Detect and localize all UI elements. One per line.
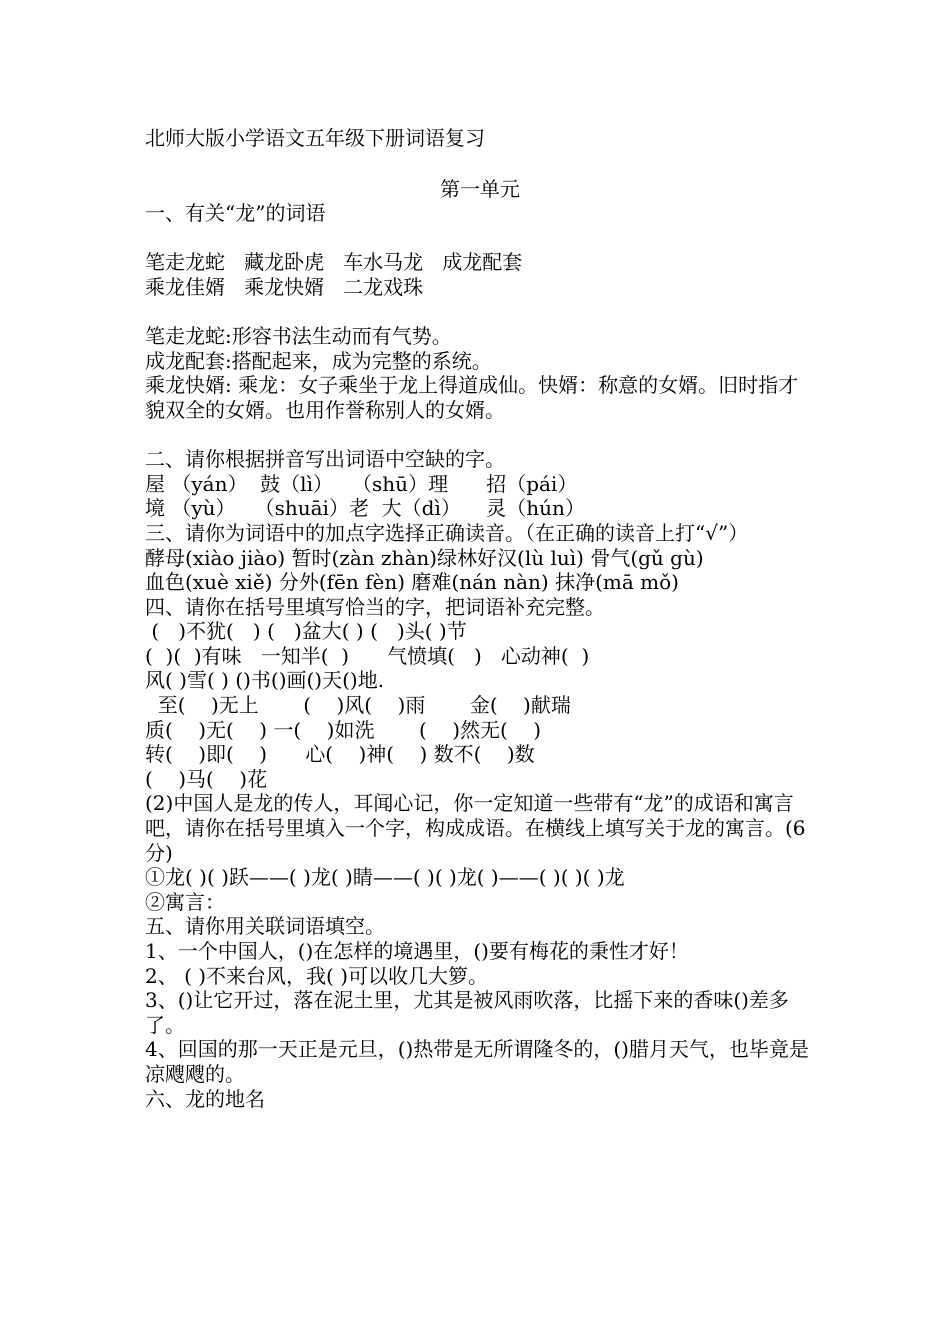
fill-line: 至( )无上 ( )风( )雨 金( )献瑞 xyxy=(145,693,571,718)
sub-answer-1: ①龙( )( )跃——( )龙( )睛——( )( )龙( )——( )( )( )龙 xyxy=(145,865,625,890)
fill-line: ( )( )有味 一知半( ) 气愤填( ) 心动神( ) xyxy=(145,643,590,668)
section-4-heading: 四、请你在括号里填写恰当的字，把词语补充完整。 xyxy=(145,594,605,619)
conjunction-item: 3、()让它开过，落在泥土里，尤其是被风雨吹落，比摇下来的香味()差多了。 xyxy=(145,988,789,1037)
fill-line: 转( )即( ) 心( )神( ) 数不( )数 xyxy=(145,742,535,767)
section-6-heading: 六、龙的地名 xyxy=(145,1086,265,1111)
fill-line: 质( )无( ) 一( )如洗 ( )然无( ) xyxy=(145,717,542,742)
definition-1: 笔走龙蛇:形容书法生动而有气势。 xyxy=(145,324,452,349)
dragon-words-line-1: 笔走龙蛇 藏龙卧虎 车水马龙 成龙配套 xyxy=(145,250,523,275)
pinyin-line-1: 屋 （yán） 鼓（lì） （shū）理 招（pái） xyxy=(145,471,578,496)
definition-3: 乘龙快婿: 乘龙：女子乘坐于龙上得道成仙。快婿：称意的女婿。旧时指才貌双全的女婿。也用作誉称别人的女婿。 xyxy=(145,373,799,422)
definition-2: 成龙配套:搭配起来，成为完整的系统。 xyxy=(145,348,492,373)
section-1-heading: 一、有关“龙”的词语 xyxy=(145,201,326,226)
sub-answer-2: ②寓言： xyxy=(145,889,225,914)
spacer xyxy=(145,423,815,448)
spacer xyxy=(145,300,815,325)
pinyin-line-2: 境 （yù） （shuāi）老 大（dì） 灵（hún） xyxy=(145,496,585,521)
conjunction-item: 1、一个中国人，()在怎样的境遇里，()要有梅花的秉性才好！ xyxy=(145,939,689,963)
section-2-heading: 二、请你根据拼音写出词语中空缺的字。 xyxy=(145,447,505,472)
unit-heading: 第一单元 xyxy=(440,176,520,201)
document-title: 北师大版小学语文五年级下册词语复习 xyxy=(145,126,485,150)
fill-line: 风( )雪( ) ()书()画()天()地. xyxy=(145,668,385,693)
fill-line: ( )马( )花 xyxy=(145,766,268,791)
section-5-heading: 五、请你用关联词语填空。 xyxy=(145,914,385,939)
conjunction-item: 2、 ( )不来台风，我( )可以收几大箩。 xyxy=(145,963,489,988)
reading-line-1: 酵母(xiào jiào) 暂时(zàn zhàn)绿林好汉(lù luì) 骨气(gǔ gù) xyxy=(145,545,704,570)
conjunction-item: 4、回国的那一天正是元旦，()热带是无所谓隆冬的，()腊月天气，也毕竟是凉飕飕的。 xyxy=(145,1037,809,1086)
sub-question: (2)中国人是龙的传人，耳闻心记，你一定知道一些带有“龙”的成语和寓言吧，请你在括号里填入一个字，构成成语。在横线上填写关于龙的寓言。(6分) xyxy=(145,791,806,865)
spacer xyxy=(145,226,815,251)
document-body xyxy=(145,126,815,1111)
dragon-words-line-2: 乘龙佳婿 乘龙快婿 二龙戏珠 xyxy=(145,274,424,299)
fill-line: ( )不犹( ) ( )盆大( ) ( )头( )节 xyxy=(145,619,467,644)
reading-line-2: 血色(xuè xiě) 分外(fēn fèn) 磨难(nán nàn) 抹净(mā mǒ) xyxy=(145,570,679,595)
section-3-heading: 三、请你为词语中的加点字选择正确读音。（在正确的读音上打“√”） xyxy=(145,520,749,545)
